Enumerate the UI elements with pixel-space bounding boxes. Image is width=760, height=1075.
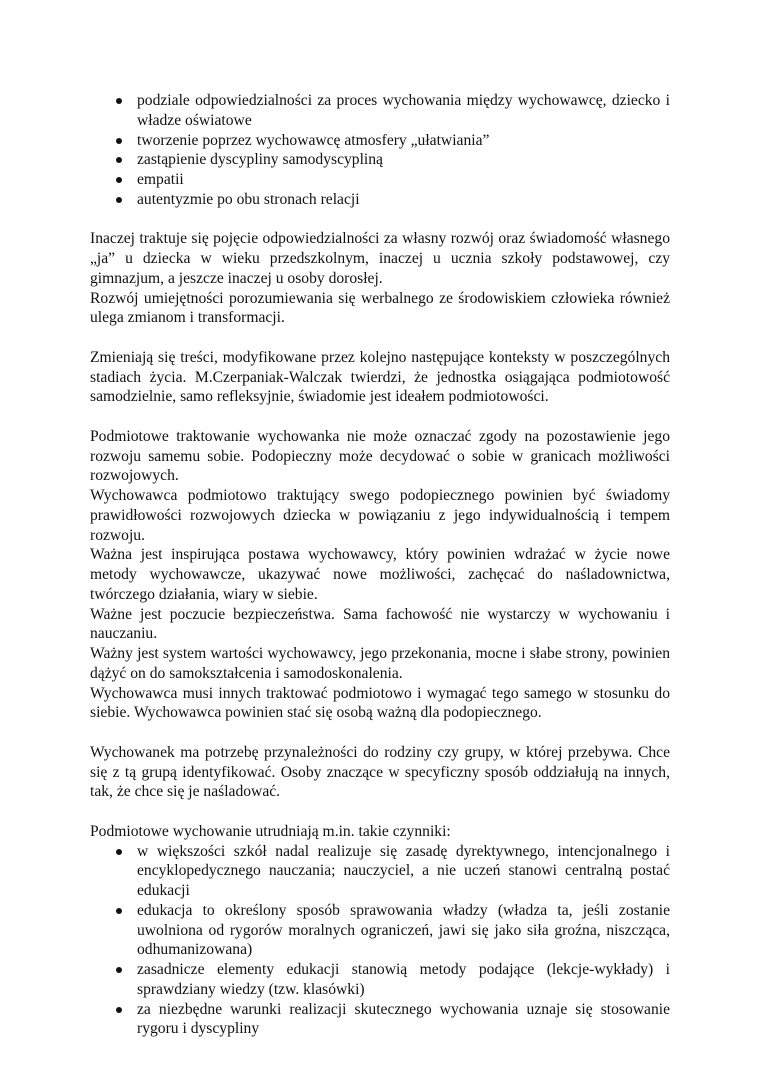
- paragraph: Zmieniają się treści, modyfikowane przez kolejno następujące konteksty w poszczególnych stadiach życia. M.Czerpaniak-Walczak twierdzi, że jednostka osiągająca podmiotowość samodzielnie, samo refleksyjnie, świadomie jest ideałem podmiotowości.: [90, 348, 670, 406]
- blank-line: [90, 723, 670, 743]
- list-item: podziale odpowiedzialności za proces wychowania między wychowawcę, dziecko i władze oświatowe: [90, 91, 670, 131]
- list-item: zastąpienie dyscypliny samodyscypliną: [90, 150, 670, 170]
- paragraph: Podmiotowe wychowanie utrudniają m.in. takie czynniki:: [90, 822, 451, 840]
- list-item: za niezbędne warunki realizacji skutecznego wychowania uznaje się stosowanie rygoru i dyscypliny: [90, 1000, 670, 1040]
- paragraph: Inaczej traktuje się pojęcie odpowiedzialności za własny rozwój oraz świadomość własnego „ja” u dziecka w wieku przedszkolnym, inaczej u ucznia szkoły podstawowej, czy gimnazjum, a jeszcze inaczej u osoby dorosłej.: [90, 230, 670, 287]
- document-page: [90, 91, 670, 1039]
- paragraph: Ważne jest poczucie bezpieczeństwa. Sama fachowość nie wystarczy w wychowaniu i nauczaniu.: [90, 605, 670, 643]
- paragraph: Ważna jest inspirująca postawa wychowawcy, który powinien wdrażać w życie nowe metody wychowawcze, ukazywać nowe możliwości, zachęcać do naśladownictwa, twórczego działania, wiary w siebie.: [90, 546, 670, 603]
- list-item: edukacja to określony sposób sprawowania władzy (władza ta, jeśli zostanie uwolniona od rygorów moralnych ograniczeń, jawi się jako siła groźna, niszcząca, odhumanizowana): [90, 901, 670, 960]
- paragraph: Wychowawca podmiotowo traktujący swego podopiecznego powinien być świadomy prawidłowości rozwojowych dziecka w powiązaniu z jego indywidualnością i tempem rozwoju.: [90, 487, 670, 544]
- paragraph: Wychowawca musi innych traktować podmiotowo i wymagać tego samego w stosunku do siebie. Wychowawca powinien stać się osobą ważną dla podopiecznego.: [90, 684, 670, 722]
- bullet-list-principles: [90, 91, 670, 210]
- paragraph: Podmiotowe traktowanie wychowanka nie może oznaczać zgody na pozostawienie jego rozwoju samemu sobie. Podopieczny może decydować o sobie w granicach możliwości rozwojowych.: [90, 427, 670, 485]
- blank-line: [90, 210, 670, 230]
- paragraph: Wychowanek ma potrzebę przynależności do rodziny czy grupy, w której przebywa. Chce się z tą grupą identyfikować. Osoby znaczące w specyficzny sposób oddziałują na innych, tak, że chce się je naśladować.: [90, 743, 670, 801]
- list-item: tworzenie poprzez wychowawcę atmosfery „ułatwiania”: [90, 131, 670, 151]
- blank-line: [90, 802, 670, 822]
- bullet-list-obstacles: [90, 842, 670, 1040]
- blank-line: [90, 407, 670, 427]
- list-item: w większości szkół nadal realizuje się zasadę dyrektywnego, intencjonalnego i encyklopedycznego nauczania; nauczyciel, a nie uczeń stanowi centralną postać edukacji: [90, 842, 670, 901]
- list-item: zasadnicze elementy edukacji stanowią metody podające (lekcje-wykłady) i sprawdziany wiedzy (tzw. klasówki): [90, 960, 670, 1000]
- paragraph: Ważny jest system wartości wychowawcy, jego przekonania, mocne i słabe strony, powinien dążyć on do samokształcenia i samodoskonalenia.: [90, 645, 670, 682]
- list-item: autentyzmie po obu stronach relacji: [90, 190, 670, 210]
- paragraph: Rozwój umiejętności porozumiewania się werbalnego ze środowiskiem człowieka również ulega zmianom i transformacji.: [90, 289, 670, 327]
- blank-line: [90, 328, 670, 348]
- list-item: empatii: [90, 170, 670, 190]
